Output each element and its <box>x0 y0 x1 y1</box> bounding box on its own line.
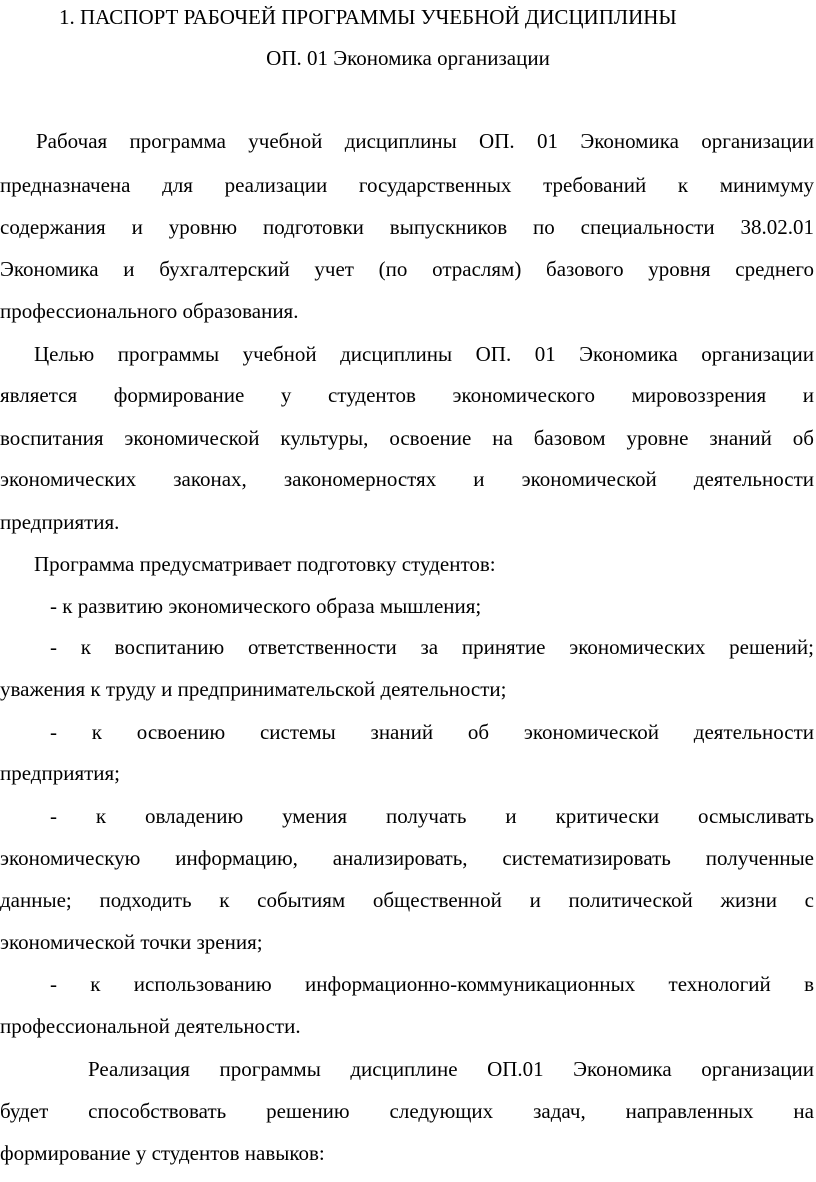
list-item: - к овладению умения получать и критически осмысливать <box>50 804 814 828</box>
paragraph-line: содержания и уровню подготовки выпускников по специальности 38.02.01 <box>0 215 814 239</box>
paragraph-line: Реализация программы дисциплине ОП.01 Экономика организации <box>88 1057 814 1081</box>
paragraph-line: будет способствовать решению следующих задач, направленных на <box>0 1099 814 1123</box>
list-item-continuation: уважения к труду и предпринимательской деятельности; <box>0 677 507 701</box>
list-item-continuation: предприятия; <box>0 761 121 785</box>
paragraph-line: предназначена для реализации государственных требований к минимуму <box>0 173 814 197</box>
page-heading: 1. ПАСПОРТ РАБОЧЕЙ ПРОГРАММЫ УЧЕБНОЙ ДИСЦИПЛИНЫ <box>59 5 677 29</box>
list-item-continuation: экономической точки зрения; <box>0 930 263 954</box>
paragraph-line: воспитания экономической культуры, освоение на базовом уровне знаний об <box>0 426 814 450</box>
paragraph-line: является формирование у студентов экономического мировоззрения и <box>0 383 814 407</box>
paragraph-line: Целью программы учебной дисциплины ОП. 01 Экономика организации <box>34 342 814 366</box>
paragraph-line: Программа предусматривает подготовку студентов: <box>34 552 496 576</box>
paragraph-line: профессионального образования. <box>0 299 299 323</box>
page-subheading: ОП. 01 Экономика организации <box>266 46 550 70</box>
paragraph-line: Экономика и бухгалтерский учет (по отраслям) базового уровня среднего <box>0 257 814 281</box>
list-item-continuation: данные; подходить к событиям общественной и политической жизни с <box>0 888 814 912</box>
list-item: - к воспитанию ответственности за принятие экономических решений; <box>50 635 814 659</box>
list-item: - к развитию экономического образа мышления; <box>50 594 482 618</box>
paragraph-line: предприятия. <box>0 510 120 534</box>
list-item: - к освоению системы знаний об экономической деятельности <box>50 720 814 744</box>
paragraph-line: экономических законах, закономерностях и экономической деятельности <box>0 467 814 491</box>
list-item-continuation: профессиональной деятельности. <box>0 1014 301 1038</box>
paragraph-line: Рабочая программа учебной дисциплины ОП. 01 Экономика организации <box>36 129 814 153</box>
paragraph-line: формирование у студентов навыков: <box>0 1141 325 1165</box>
list-item-continuation: экономическую информацию, анализировать, систематизировать полученные <box>0 846 814 870</box>
list-item: - к использованию информационно-коммуникационных технологий в <box>50 972 814 996</box>
